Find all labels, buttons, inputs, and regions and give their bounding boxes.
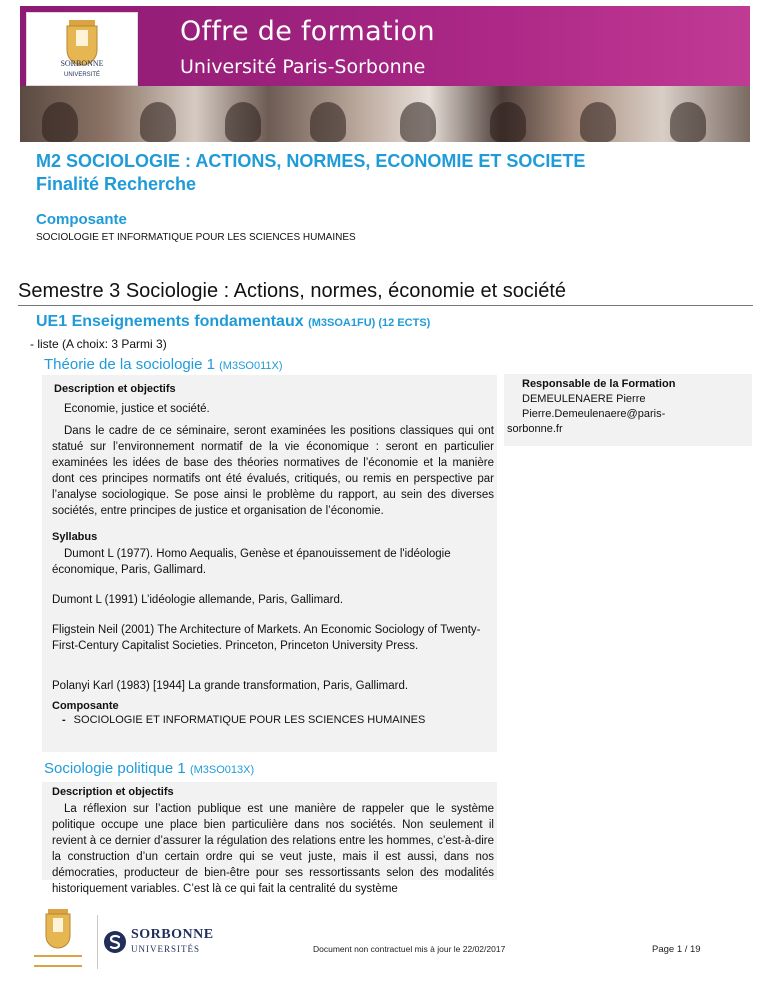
universites-word: UNIVERSITÉS xyxy=(131,944,200,954)
sorbonne-crest-icon xyxy=(26,905,90,975)
ue-name: UE1 Enseignements fondamentaux xyxy=(36,313,304,330)
sorbonne-s-icon xyxy=(103,930,127,954)
sorbonne-universites-logo xyxy=(103,927,214,957)
semester-title: Semestre 3 Sociologie : Actions, normes, économie et société xyxy=(18,280,567,302)
course-composante-label: Composante xyxy=(52,700,119,712)
composante-heading: Composante xyxy=(36,211,127,228)
banner-title: Offre de formation xyxy=(180,16,435,47)
course-name: Sociologie politique 1 xyxy=(44,760,186,777)
syllabus-item: Polanyi Karl (1983) [1944] La grande transformation, Paris, Gallimard. xyxy=(52,680,409,692)
sorbonne-logo xyxy=(26,12,138,86)
ue-code: (M3SOA1FU) (12 ECTS) xyxy=(308,317,431,329)
composante-dash: - xyxy=(62,714,66,726)
course-description-panel xyxy=(42,375,497,752)
course-name: Théorie de la sociologie 1 xyxy=(44,356,215,373)
course-code: (M3SO011X) xyxy=(219,360,283,372)
course-code: (M3SO013X) xyxy=(189,764,255,776)
syllabus-item: Dumont L (1977). Homo Aequalis, Genèse et épanouissement de l'idéologie économique, Paris, Gallimard. xyxy=(52,548,451,576)
sorbonne-universites-text xyxy=(131,927,214,957)
composante-value: SOCIOLOGIE ET INFORMATIQUE POUR LES SCIENCES HUMAINES xyxy=(36,232,356,243)
banner-photo xyxy=(20,86,750,142)
description-text: Dans le cadre de ce séminaire, seront examinées les positions classiques qui ont statué sur l’environnement normatif de la vie économique : seront en particulier examinées les idées de base des théories normatives de l’économie et la manière dont ces principes normatifs ont été évalués, critiqués, ou remis en perspective par l’analyse sociologique. Se pose ainsi le problème du rapport, au sein des diverses sociétés, entre principes de justice et organisation de l’économie. xyxy=(52,425,494,517)
description-text: La réflexion sur l’action publique est une manière de rappeler que le système politique occupe une place bien particulière dans nos sociétés. Non seulement il revient à ce dernier d’assurer la régulation des relations entre les hommes, c’est-à-dire la construction d’un certain ordre qui se veut juste, mais il est aussi, dans nos démocraties, producteur de bien-être pour ses ressortissants selon des modalités historiquement variables. C’est là ce qui fait la centralité du système xyxy=(52,803,494,895)
syllabus-label: Syllabus xyxy=(52,531,98,543)
sorbonne-word: SORBONNE xyxy=(131,927,214,942)
svg-text:UNIVERSITÉ: UNIVERSITÉ xyxy=(63,72,101,78)
footer-crest-logo xyxy=(26,905,90,975)
banner-subtitle: Université Paris-Sorbonne xyxy=(180,56,426,78)
program-title: M2 SOCIOLOGIE : ACTIONS, NORMES, ECONOMIE ET SOCIETE xyxy=(36,151,586,171)
sorbonne-crest-icon xyxy=(37,16,127,82)
ue-choice-list: - liste (A choix: 3 Parmi 3) xyxy=(30,337,167,351)
responsable-label: Responsable de la Formation xyxy=(522,378,676,390)
course-title xyxy=(44,356,283,373)
course-title xyxy=(44,760,254,777)
description-label: Description et objectifs xyxy=(54,383,176,395)
header-banner xyxy=(20,6,750,136)
composante-name: SOCIOLOGIE ET INFORMATIQUE POUR LES SCIENCES HUMAINES xyxy=(73,714,426,726)
syllabus-item: Dumont L (1991) L’idéologie allemande, Paris, Gallimard. xyxy=(52,594,344,606)
course-composante-value xyxy=(62,713,482,727)
responsable-email[interactable]: Pierre.Demeulenaere@paris-sorbonne.fr xyxy=(507,408,666,435)
footer-doc-note: Document non contractuel mis à jour le 22/02/2017 xyxy=(313,944,506,954)
course-description-panel xyxy=(42,782,497,895)
description-intro: Economie, justice et société. xyxy=(64,403,210,415)
footer-divider xyxy=(97,915,98,969)
description-label: Description et objectifs xyxy=(52,786,174,798)
syllabus-item: Fligstein Neil (2001) The Architecture of Markets. An Economic Sociology of Twenty-First-Century Capitalist Societies. Princeton, Princeton University Press. xyxy=(52,624,481,652)
responsable-name: DEMEULENAERE Pierre xyxy=(522,393,646,405)
responsable-panel xyxy=(504,374,752,446)
svg-text:SORBONNE: SORBONNE xyxy=(60,59,104,68)
program-subtitle: Finalité Recherche xyxy=(36,174,197,194)
ue-title xyxy=(36,313,430,331)
page-number: Page 1 / 19 xyxy=(652,944,701,955)
semester-divider xyxy=(18,305,753,306)
